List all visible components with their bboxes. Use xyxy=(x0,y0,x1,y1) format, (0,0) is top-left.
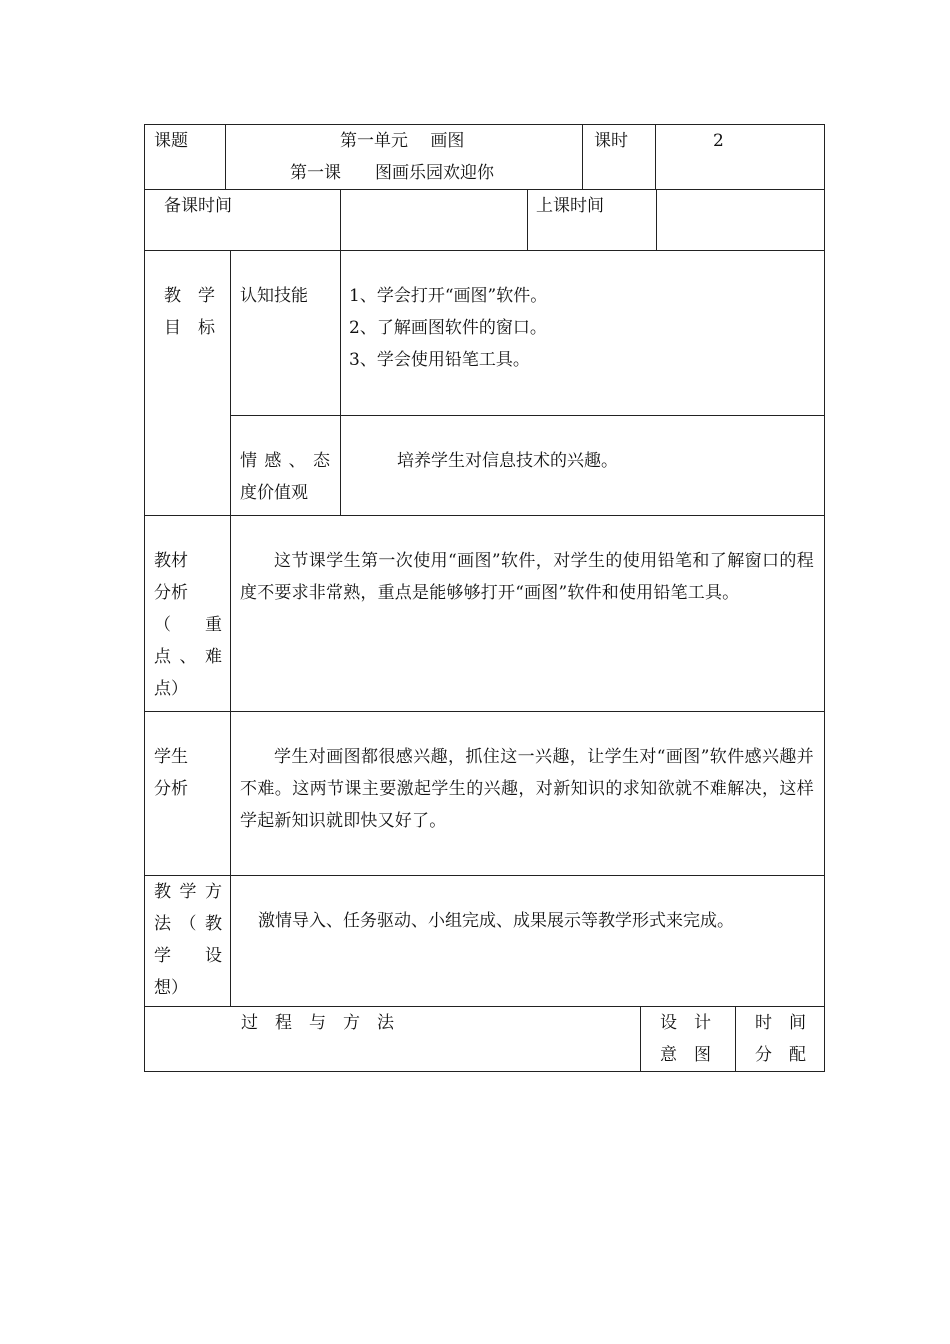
skills-item-1: 1、学会打开“画图”软件。 xyxy=(349,286,548,306)
design-intent-line2: 意 图 xyxy=(660,1045,711,1065)
method-label-line1: 教学方 xyxy=(154,882,222,902)
skills-content-cell xyxy=(340,250,825,416)
material-content-cell xyxy=(230,515,825,712)
material-label-line5: 点） xyxy=(154,679,188,699)
goals-label-line2: 目 标 xyxy=(164,318,215,338)
topic-label-cell xyxy=(144,124,226,190)
material-label-cell xyxy=(144,515,231,712)
students-label-line2: 分析 xyxy=(154,779,188,799)
topic-title-cell xyxy=(225,124,583,190)
class-time-label-cell xyxy=(527,189,657,251)
class-time-label: 上课时间 xyxy=(536,196,604,216)
method-label-line3: 学 设 xyxy=(154,946,222,966)
attitude-label-line2: 度价值观 xyxy=(240,483,308,503)
method-label-line4: 想） xyxy=(154,978,188,998)
hours-value-cell xyxy=(655,124,825,190)
topic-label: 课题 xyxy=(154,131,188,151)
method-content-cell xyxy=(230,875,825,1007)
time-allocation-cell xyxy=(735,1006,825,1072)
goals-label-cell xyxy=(144,250,231,516)
time-allocation-line1: 时 间 xyxy=(755,1013,806,1033)
hours-value: 2 xyxy=(713,131,724,151)
prep-time-value-cell xyxy=(340,189,528,251)
method-label-line2: 法（教 xyxy=(154,914,222,934)
hours-label: 课时 xyxy=(594,131,628,151)
students-label-cell xyxy=(144,711,231,876)
lesson-title: 第一课 图画乐园欢迎你 xyxy=(290,163,494,183)
material-label-line1: 教材 xyxy=(154,551,188,571)
material-label-line3: （ 重 xyxy=(154,615,222,635)
attitude-text: 培养学生对信息技术的兴趣。 xyxy=(397,451,618,471)
method-label-cell xyxy=(144,875,231,1007)
skills-label-cell xyxy=(230,250,341,416)
design-intent-cell xyxy=(640,1006,736,1072)
material-label-line2: 分析 xyxy=(154,583,188,603)
skills-item-3: 3、学会使用铅笔工具。 xyxy=(349,350,530,370)
class-time-value-cell xyxy=(656,189,825,251)
skills-label: 认知技能 xyxy=(240,286,308,306)
students-content-cell xyxy=(230,711,825,876)
material-text: 这节课学生第一次使用“画图”软件，对学生的使用铅笔和了解窗口的程度不要求非常熟，重点是能够够打开“画图”软件和使用铅笔工具。 xyxy=(240,551,814,603)
attitude-content-cell xyxy=(340,415,825,516)
students-label-line1: 学生 xyxy=(154,747,188,767)
process-label-cell xyxy=(144,1006,641,1072)
goals-label-line1: 教 学 xyxy=(164,286,215,306)
attitude-label-line1: 情感、态 xyxy=(240,451,330,471)
method-text: 激情导入、任务驱动、小组完成、成果展示等教学形式来完成。 xyxy=(258,911,734,931)
hours-label-cell xyxy=(582,124,656,190)
skills-item-2: 2、了解画图软件的窗口。 xyxy=(349,318,547,338)
attitude-label-cell xyxy=(230,415,341,516)
prep-time-label: 备课时间 xyxy=(164,196,232,216)
process-label: 过 程 与 方 法 xyxy=(241,1013,394,1033)
students-text: 学生对画图都很感兴趣，抓住这一兴趣，让学生对“画图”软件感兴趣并不难。这两节课主要激起学生的兴趣，对新知识的求知欲就不难解决，这样学起新知识就即快又好了。 xyxy=(240,747,814,831)
design-intent-line1: 设 计 xyxy=(660,1013,711,1033)
time-allocation-line2: 分 配 xyxy=(755,1045,806,1065)
material-label-line4: 点、难 xyxy=(154,647,222,667)
unit-title: 第一单元 画图 xyxy=(340,131,465,151)
prep-time-label-cell xyxy=(144,189,341,251)
